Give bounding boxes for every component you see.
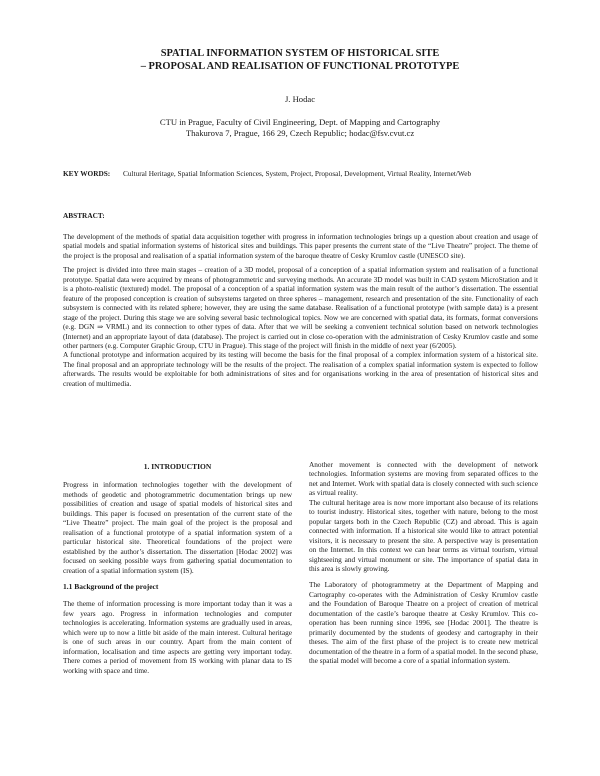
body-paragraph: The cultural heritage area is now more important also because of its relations to tourist industry. Historical sites, together with nature, belong to the most popular targets both in the Czech Republic (CZ) and abroad. This is again connected with information. If a historical site would like to attract potential visitors, it is necessary to present the site. A perspective way is presentation on the Internet. In this context we can hear terms as virtual tourism, virtual sightseeing and virtual monument or site. The importance of spatial data in this area is slowly growing. [309, 497, 538, 573]
body-paragraph: The theme of information processing is more important today than it was a few years ago. Progress in information technologies and computer technologies is accelerating. Information systems are gradually used in areas, which were up to now a little bit aside of the main interest. Cultural heritage is one of such areas in our country. Apart from the main content of information, localisation and time aspects are getting very important today. There comes a period of movement from IS working with planar data to IS working with space and time. [63, 599, 292, 675]
abstract-heading: ABSTRACT: [63, 211, 105, 220]
keywords-block [63, 169, 538, 179]
abstract-paragraph: The project is divided into three main stages – creation of a 3D model, proposal of a conception of a spatial information system and realisation of a functional prototype. Spatial data were acquired by means of photogrammetric and surveying methods. An accurate 3D model was built in CAD system MicroStation and it is a photo-realistic (textured) model. The proposal of a conception of a spatial information system was the main result of the author’s dissertation. The essential feature of the proposed conception is creation of subsystems targeted on three spheres – management, research and presentation of the site. Functionality of each subsystem is connected with its related sphere; however, they are using the same database. Realisation of a functional prototype (with sample data) is a present stage of the project. During this stage we are solving several basic technological topics. Now we are concerned with spatial data, its formats, format conversions (e.g. DGN ⇒ VRML) and its connection to other types of data. After that we will be seeking a convenient technical solution based on network technologies (Internet) and an appropriate layout of data (database). The project is carried out in close co-operation with the administration of Cesky Krumlov castle and some other partners (e.g. Computer Graphic Group, CTU in Prague). This stage of the project will finish in the middle of next year (6/2005). [63, 265, 538, 350]
left-column [63, 460, 292, 675]
affiliation-line-1: CTU in Prague, Faculty of Civil Engineering, Dept. of Mapping and Cartography [159, 117, 441, 127]
body-paragraph: Another movement is connected with the development of network technologies. Information systems are moving from separated offices to the net and Internet. Work with spatial data is closely connected with such science as virtual reality. [309, 460, 538, 498]
abstract-paragraph: The development of the methods of spatial data acquisition together with progress in information technologies brings up a question about creation and usage of spatial models and spatial information systems of historical sites and buildings. This paper presents the current state of the “Live Theatre” project. The theme of the project is the proposal and realisation of a spatial information system of the baroque theatre of Cesky Krumlov castle (UNESCO site). [63, 232, 538, 260]
keywords-label: KEY WORDS: [63, 169, 111, 178]
keywords-text: Cultural Heritage, Spatial Information Sciences, System, Project, Proposal, Development, Virtual Reality, Internet/Web [123, 169, 472, 178]
affiliation-line-2: Thakurova 7, Prague, 166 29, Czech Republic; hodac@fsv.cvut.cz [185, 128, 415, 138]
section-heading-introduction: 1. INTRODUCTION [143, 462, 212, 471]
subsection-heading-background: 1.1 Background of the project [63, 581, 159, 591]
body-paragraph: Progress in information technologies together with the development of methods of geodetic and photogrammetric documentation brings up new possibilities of creation and usage of spatial models of historical sites and buildings. This paper is focused on presentation of the current state of the “Live Theatre” project. The main goal of the project is the proposal and realisation of a functional prototype of a spatial information system of a particular historical site. Theoretical foundations of the project were established by the author’s dissertation. The dissertation [Hodac 2002] was focused on seeking possible ways from gathering spatial documentation to creation of a spatial information system (IS). [63, 480, 292, 575]
paper-title-line-2: – PROPOSAL AND REALISATION OF FUNCTIONAL PROTOTYPE [140, 61, 460, 72]
author-name: J. Hodac [284, 94, 316, 104]
abstract-paragraph: A functional prototype and information acquired by its testing will become the basis for the final proposal of a complex information system of a historical site. The final proposal and an appropriate technology will be the results of the project. The realisation of a complex spatial information system is expected to follow afterwards. The results would be exploitable for both administrations of sites and for organisations working in the area of presentation of historical sites and creation of multimedia. [63, 350, 538, 388]
paper-title-line-1: SPATIAL INFORMATION SYSTEM OF HISTORICAL SITE [160, 48, 440, 59]
body-paragraph: The Laboratory of photogrammetry at the Department of Mapping and Cartography co-operates with the Administration of Cesky Krumlov castle and the Foundation of Baroque Theatre on a project of creation of metrical documentation of the castle’s baroque theatre at Cesky Krumlov. This co-operation has been running since 1996, see [Hodac 2001]. The theatre is primarily documented by the students of geodesy and cartography in their theses. The aim of the first phase of the project is to create new metrical documentation of the theatre in a form of a spatial model. In the second phase, the spatial model will become a core of a spatial information system. [309, 580, 538, 666]
abstract-body [63, 232, 538, 388]
right-column [309, 460, 538, 666]
